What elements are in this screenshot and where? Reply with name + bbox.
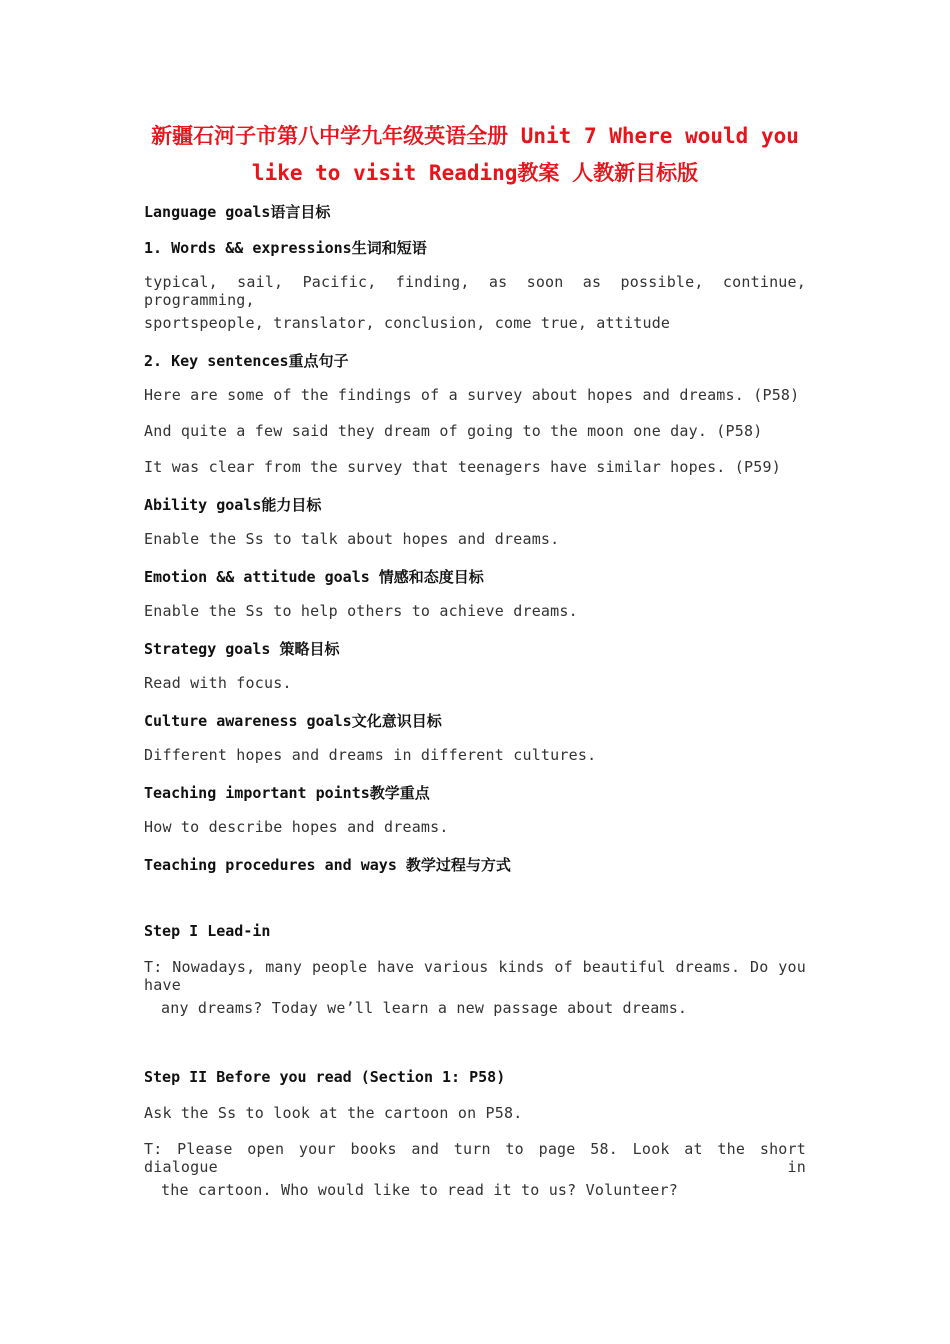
step2-heading: Step II Before you read (Section 1: P58) (144, 1068, 506, 1086)
emotion-goals-heading: Emotion && attitude goals 情感和态度目标 (144, 568, 484, 586)
step1-line-2: any dreams? Today we’ll learn a new passage about dreams. (161, 999, 688, 1017)
ability-goals-text: Enable the Ss to talk about hopes and dreams. (144, 530, 560, 548)
procedures-heading: Teaching procedures and ways 教学过程与方式 (144, 856, 511, 874)
document-title (110, 118, 840, 192)
culture-goals-heading: Culture awareness goals文化意识目标 (144, 712, 442, 730)
key-sentence-3: It was clear from the survey that teenagers have similar hopes. (P59) (144, 458, 781, 476)
culture-goals-text: Different hopes and dreams in different cultures. (144, 746, 597, 764)
strategy-goals-text: Read with focus. (144, 674, 292, 692)
words-line-2: sportspeople, translator, conclusion, come true, attitude (144, 314, 671, 332)
title-line-1: 新疆石河子市第八中学九年级英语全册 Unit 7 Where would you (151, 124, 799, 148)
words-heading: 1. Words && expressions生词和短语 (144, 239, 427, 257)
step1-heading: Step I Lead-in (144, 922, 271, 940)
strategy-goals-heading: Strategy goals 策略目标 (144, 640, 340, 658)
title-line-2: like to visit Reading教案 人教新目标版 (251, 161, 699, 185)
language-goals-heading: Language goals语言目标 (144, 203, 331, 221)
emotion-goals-text: Enable the Ss to help others to achieve dreams. (144, 602, 578, 620)
step2-text: Ask the Ss to look at the cartoon on P58. (144, 1104, 523, 1122)
key-sentences-heading: 2. Key sentences重点句子 (144, 352, 349, 370)
words-line-1: typical, sail, Pacific, finding, as soon as possible, continue, programming, (144, 273, 806, 309)
ability-goals-heading: Ability goals能力目标 (144, 496, 322, 514)
step2-line-1: T: Please open your books and turn to page 58. Look at the short dialogue in (144, 1140, 806, 1176)
key-sentence-1: Here are some of the findings of a survey about hopes and dreams. (P58) (144, 386, 800, 404)
important-points-heading: Teaching important points教学重点 (144, 784, 430, 802)
step2-line-2: the cartoon. Who would like to read it to us? Volunteer? (161, 1181, 678, 1199)
step1-line-1: T: Nowadays, many people have various kinds of beautiful dreams. Do you have (144, 958, 806, 994)
important-points-text: How to describe hopes and dreams. (144, 818, 449, 836)
key-sentence-2: And quite a few said they dream of going to the moon one day. (P58) (144, 422, 763, 440)
